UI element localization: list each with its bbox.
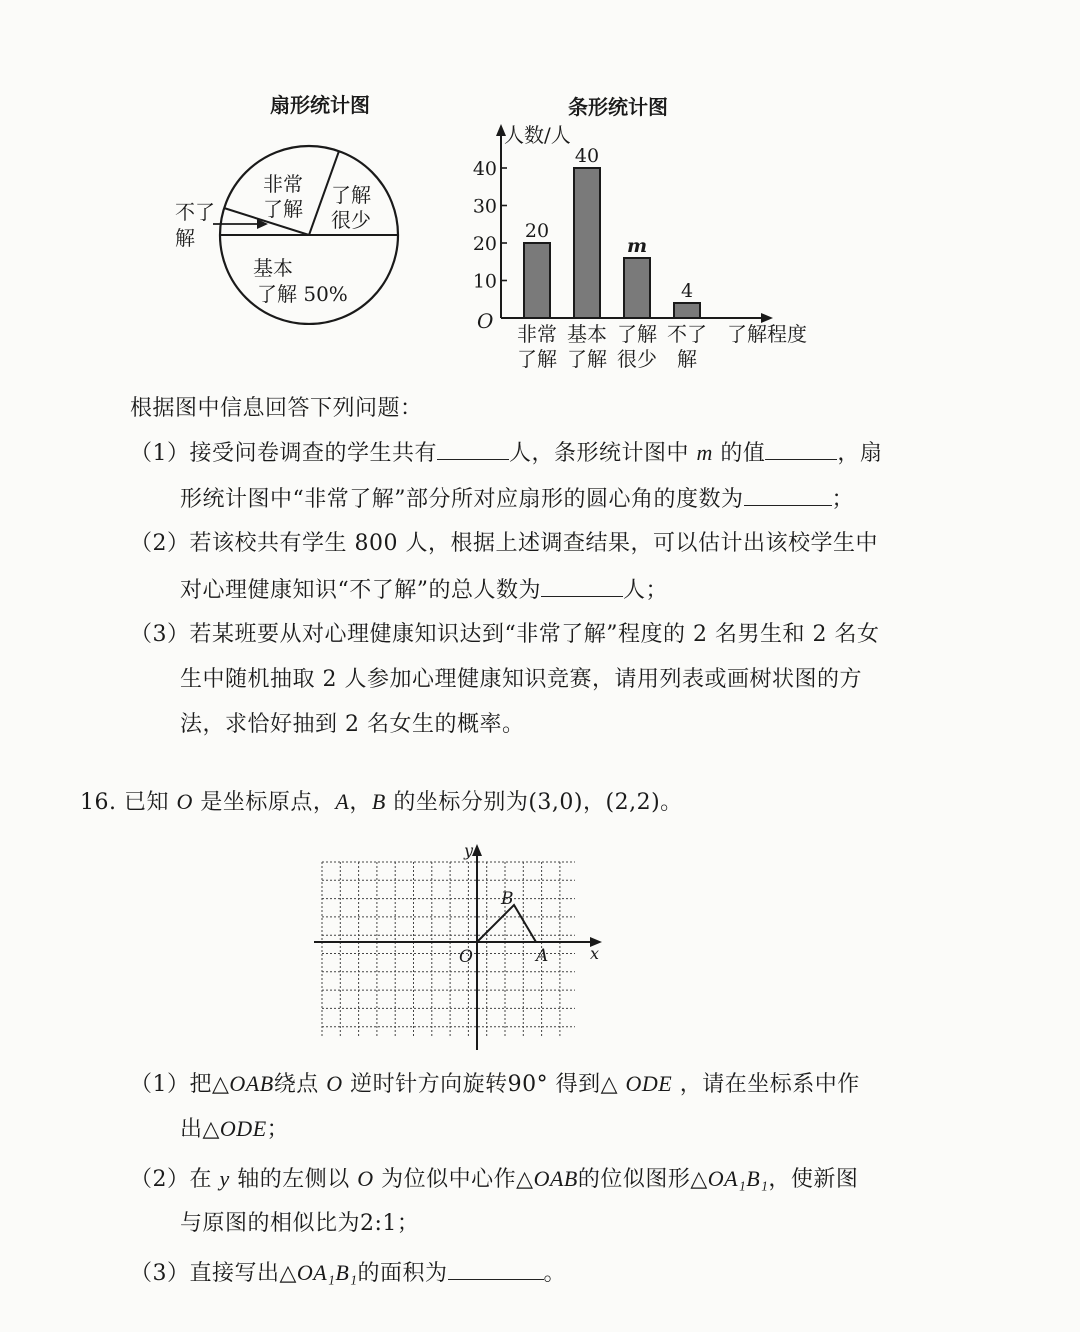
bar-y-axis-label: 人数/人 xyxy=(504,123,571,147)
q15-part2-line2: 对心理健康知识“不了解”的总人数为 人； xyxy=(180,574,668,606)
bar xyxy=(624,258,650,318)
q16-part2-line1: （2）在 y 轴的左侧以 O 为位似中心作△OAB的位似图形△OA₁B₁，使新图 xyxy=(130,1166,859,1192)
pie-label-basic-1: 基本 xyxy=(253,256,293,280)
answer-blank-estimate[interactable] xyxy=(541,574,623,597)
q15-part3-line2: 生中随机抽取 2 人参加心理健康知识竞赛，请用列表或画树状图的方 xyxy=(180,667,862,692)
bar-category-label: 解 xyxy=(677,347,697,371)
triangle-oab xyxy=(477,905,536,942)
q16-part2-line2: 与原图的相似比为2:1； xyxy=(180,1211,420,1236)
bar-category-label: 很少 xyxy=(617,347,657,371)
answer-blank-m[interactable] xyxy=(765,437,837,460)
bar xyxy=(524,243,550,318)
pie-label-basic-2: 了解 50% xyxy=(257,282,348,306)
bar-chart xyxy=(465,85,835,385)
pie-title: 扇形统计图 xyxy=(270,93,370,117)
q15-intro: 根据图中信息回答下列问题： xyxy=(130,396,423,421)
coordinate-grid[interactable] xyxy=(300,838,610,1058)
pie-chart xyxy=(160,85,420,325)
q15-part3-line1: （3）若某班要从对心理健康知识达到“非常了解”程度的 2 名男生和 2 名女 xyxy=(130,622,880,647)
bar-x-axis-label: 了解程度 xyxy=(727,322,807,346)
pie-label-very-1: 非常 xyxy=(263,172,303,196)
pie-label-little-1: 了解 xyxy=(331,183,371,207)
q16-part1-line1: （1）把△OAB绕点 O 逆时针方向旋转90° 得到△ ODE ，请在坐标系中作 xyxy=(130,1071,860,1097)
question-number: 16. xyxy=(80,790,117,815)
answer-blank-total[interactable] xyxy=(437,437,509,460)
bar-category-label: 了解 xyxy=(567,347,607,371)
bar-category-label: 不了 xyxy=(667,322,707,346)
pie-label-little-2: 很少 xyxy=(331,208,371,232)
bar-value-label: 4 xyxy=(680,280,694,302)
bar xyxy=(574,168,600,318)
y-axis-arrow xyxy=(472,844,482,856)
bar-value-label: 40 xyxy=(574,145,600,167)
bar xyxy=(674,303,700,318)
q15-part3-line3: 法，求恰好抽到 2 名女生的概率。 xyxy=(180,712,525,737)
q16-stem: 16. 已知 O 是坐标原点，A，B 的坐标分别为(3,0)，(2,2)。 xyxy=(80,789,683,815)
bar-value-label: m xyxy=(626,235,648,257)
bar-origin-label: O xyxy=(477,309,494,333)
answer-blank-angle[interactable] xyxy=(744,483,832,506)
bar-category-label: 非常 xyxy=(517,322,557,346)
pie-label-none-2: 解 xyxy=(175,226,195,250)
pie-label-very-2: 了解 xyxy=(263,197,303,221)
q15-part2-line1: （2）若该校共有学生 800 人，根据上述调查结果，可以估计出该校学生中 xyxy=(130,531,878,556)
bar-chart-title: 条形统计图 xyxy=(568,95,668,119)
answer-blank-area[interactable] xyxy=(448,1257,544,1280)
q15-part1-line2: 形统计图中“非常了解”部分所对应扇形的圆心角的度数为 ； xyxy=(180,483,854,515)
point-a-label: A xyxy=(536,946,549,966)
q16-part1-line2: 出△ODE； xyxy=(180,1116,290,1142)
q16-part3: （3）直接写出△OA₁B₁的面积为 。 xyxy=(130,1257,566,1289)
x-axis-label: x xyxy=(590,944,600,963)
point-o-label: O xyxy=(459,947,473,967)
q15-part1-line1: （1）接受问卷调查的学生共有 人，条形统计图中 m 的值 ，扇 xyxy=(130,437,882,469)
bar-y-tick-label: 10 xyxy=(472,270,497,293)
bar-category-label: 了解 xyxy=(617,322,657,346)
point-b-label: B xyxy=(501,889,514,909)
bar-y-tick-label: 30 xyxy=(472,195,497,218)
bar-y-tick-label: 40 xyxy=(472,158,497,180)
bar-y-tick-label: 20 xyxy=(472,233,497,255)
y-axis-label: y xyxy=(464,841,474,860)
bar-category-label: 基本 xyxy=(567,322,607,346)
bar-value-label: 20 xyxy=(524,220,550,242)
bar-category-label: 了解 xyxy=(517,347,557,371)
pie-label-none-1: 不了 xyxy=(175,200,215,224)
